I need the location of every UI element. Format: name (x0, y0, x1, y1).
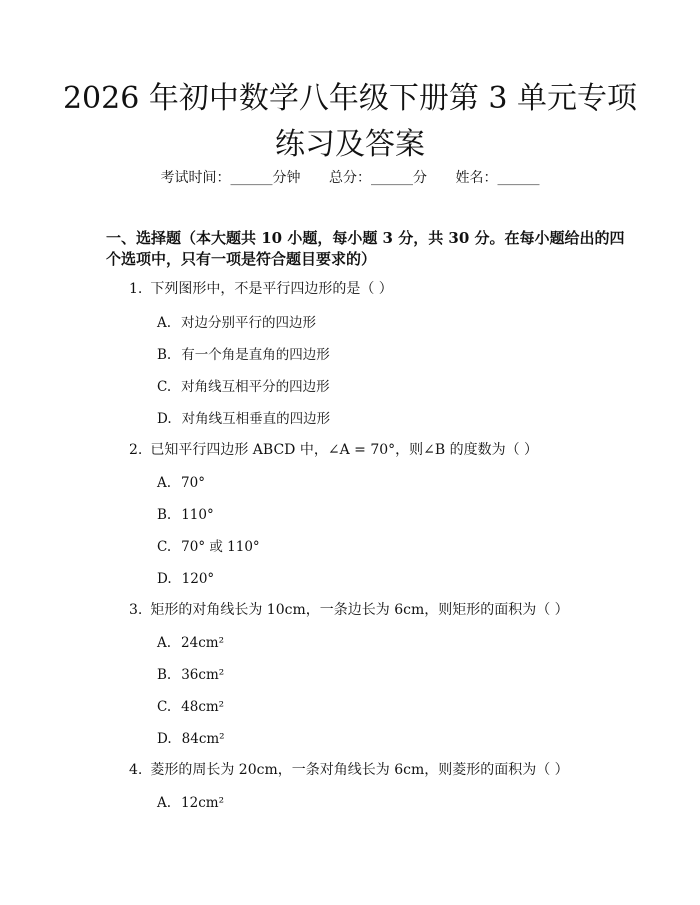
option-label: C. (157, 379, 172, 395)
question-1-option-c (157, 377, 330, 397)
option-label: B. (157, 667, 172, 683)
question-2-option-b (157, 505, 214, 525)
exam-info-line (0, 168, 700, 188)
question-text: 已知平行四边形 ABCD 中，∠A = 70°，则∠B 的度数为（ ） (150, 442, 539, 458)
document-title: 2026 年初中数学八年级下册第 3 单元专项练习及答案 (62, 81, 638, 162)
question-3 (129, 600, 569, 620)
question-2 (129, 440, 538, 460)
question-text: 矩形的对角线长为 10cm，一条边长为 6cm，则矩形的面积为（ ） (150, 602, 569, 618)
option-text: 84cm² (181, 731, 225, 747)
question-1-option-b (157, 345, 330, 365)
question-number: 4. (129, 762, 143, 778)
option-label: A. (157, 315, 172, 331)
option-label: C. (157, 699, 172, 715)
question-text: 菱形的周长为 20cm，一条对角线长为 6cm，则菱形的面积为（ ） (150, 762, 569, 778)
option-text: 36cm² (181, 667, 225, 683)
question-number: 2. (129, 442, 143, 458)
option-text: 48cm² (181, 699, 225, 715)
question-4 (129, 760, 569, 780)
option-label: A. (157, 795, 172, 811)
question-4-option-a (157, 793, 224, 813)
option-label: D. (157, 571, 172, 587)
question-text: 下列图形中，不是平行四边形的是（ ） (150, 281, 393, 297)
question-number: 1. (129, 281, 143, 297)
question-1-option-d (157, 409, 330, 429)
option-text: 24cm² (181, 635, 224, 651)
option-text: 70° 或 110° (181, 539, 260, 555)
option-text: 对角线互相平分的四边形 (181, 379, 330, 395)
question-2-option-a (157, 473, 205, 493)
option-label: D. (157, 731, 172, 747)
option-text: 12cm² (181, 795, 224, 811)
total-score-field: 总分：______分 (329, 170, 427, 186)
question-number: 3. (129, 602, 143, 618)
question-2-option-d (157, 569, 214, 589)
student-name-field: 姓名：______ (455, 170, 540, 186)
question-1-option-a (157, 313, 316, 333)
question-3-option-b (157, 665, 224, 685)
question-2-option-c (157, 537, 260, 557)
option-text: 对边分别平行的四边形 (181, 315, 317, 331)
option-text: 有一个角是直角的四边形 (181, 347, 330, 363)
question-3-option-a (157, 633, 224, 653)
question-3-option-c (157, 697, 224, 717)
option-label: B. (157, 347, 172, 363)
option-text: 110° (181, 507, 214, 523)
option-text: 120° (181, 571, 215, 587)
option-label: A. (157, 475, 172, 491)
option-label: D. (157, 411, 172, 427)
question-1 (129, 279, 393, 299)
option-text: 对角线互相垂直的四边形 (181, 411, 331, 427)
option-label: A. (157, 635, 172, 651)
option-text: 70° (181, 475, 205, 491)
exam-time-field: 考试时间：______分钟 (160, 170, 301, 186)
option-label: C. (157, 539, 172, 555)
section-heading-choice: 一、选择题（本大题共 10 小题，每小题 3 分，共 30 分。在每小题给出的四个选项中，只有一项是符合题目要求的） (106, 229, 625, 268)
option-label: B. (157, 507, 172, 523)
question-3-option-d (157, 729, 225, 749)
